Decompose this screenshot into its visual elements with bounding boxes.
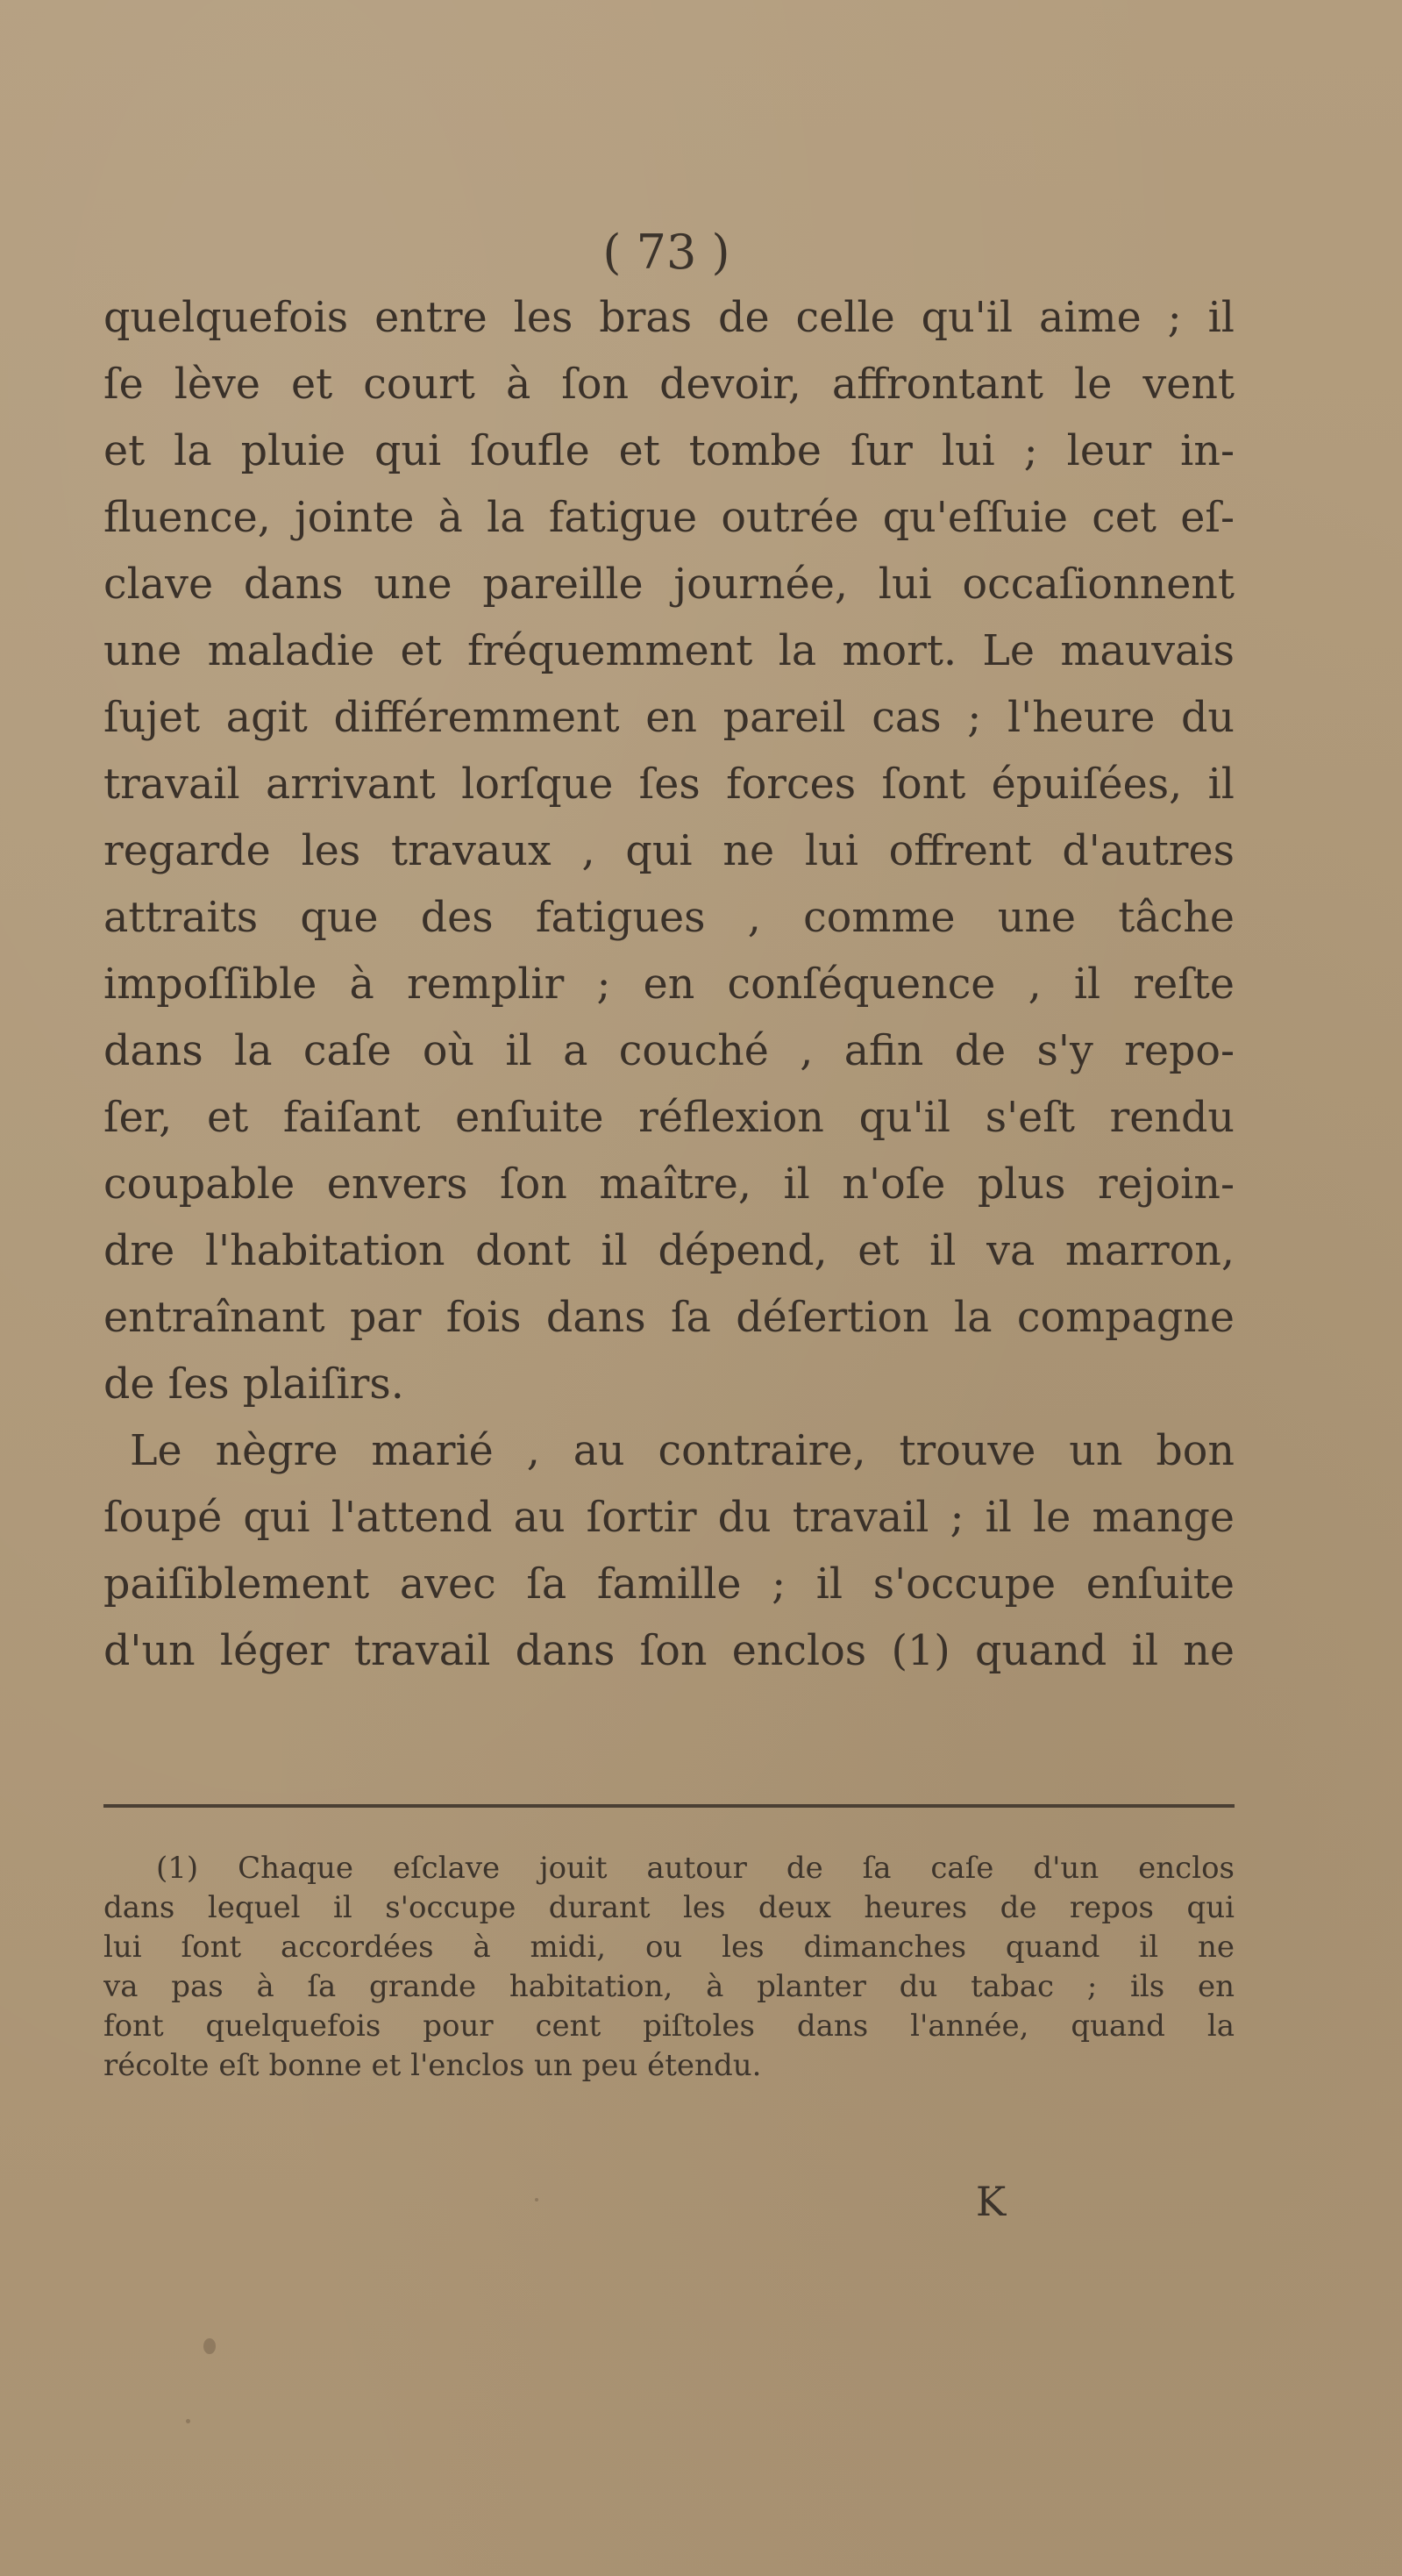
text-line: paiſiblement avec ſa famille ; il s'occupe enſuite	[103, 1560, 1235, 1609]
text-line: ſe lève et court à ſon devoir, affrontant le vent	[103, 360, 1235, 409]
text-line: et la pluie qui ſoufle et tombe ſur lui ; leur in-	[103, 427, 1235, 475]
signature-mark: K	[975, 2178, 1007, 2225]
text-line: d'un léger travail dans ſon enclos (1) quand il ne	[103, 1627, 1235, 1675]
footnote-line: dans lequel il s'occupe durant les deux heures de repos qui	[103, 1890, 1235, 1925]
text-line: dre l'habitation dont il dépend, et il va marron,	[103, 1227, 1235, 1275]
footnote-block	[103, 1849, 1235, 2086]
text-line: attraits que des fatigues , comme une tâche	[103, 894, 1235, 942]
text-line: dans la caſe où il a couché , afin de s'y repo-	[103, 1027, 1235, 1075]
text-line: coupable envers ſon maître, il n'oſe plus rejoin-	[103, 1160, 1235, 1209]
page-number: ( 73 )	[602, 225, 730, 280]
footnote-line: (1) Chaque eſclave jouit autour de ſa caſe d'un enclos	[156, 1851, 1235, 1886]
main-text-block	[103, 285, 1235, 1685]
paper-speck	[186, 2419, 190, 2423]
text-line: de ſes plaiſirs.	[103, 1360, 404, 1409]
footnote-divider	[103, 1804, 1235, 1808]
footnote-line: va pas à ſa grande habitation, à planter du tabac ; ils en	[103, 1969, 1235, 2004]
text-line: fluence, jointe à la fatigue outrée qu'eſſuie cet eſ-	[103, 494, 1235, 542]
text-line: ſoupé qui l'attend au ſortir du travail ; il le mange	[103, 1494, 1235, 1542]
text-line: travail arrivant lorſque ſes forces ſont épuiſées, il	[103, 760, 1235, 809]
text-line: regarde les travaux , qui ne lui offrent d'autres	[103, 827, 1235, 875]
footnote-line: récolte eſt bonne et l'enclos un peu étendu.	[103, 2048, 762, 2083]
text-line: Le nègre marié , au contraire, trouve un bon	[130, 1427, 1235, 1475]
text-line: ſer, et faiſant enſuite réflexion qu'il s'eſt rendu	[103, 1094, 1235, 1142]
paper-speck	[203, 2338, 216, 2354]
footnote-line: lui ſont accordées à midi, ou les dimanches quand il ne	[103, 1930, 1235, 1965]
text-line: une maladie et fréquemment la mort. Le mauvais	[103, 627, 1235, 675]
text-line: entraînant par fois dans ſa déſertion la compagne	[103, 1294, 1235, 1342]
paper-speck	[535, 2198, 538, 2201]
text-line: ſujet agit différemment en pareil cas ; l'heure du	[103, 694, 1235, 742]
text-line: clave dans une pareille journée, lui occaſionnent	[103, 560, 1235, 609]
text-line: impoſſible à remplir ; en conſéquence , il reſte	[103, 960, 1235, 1009]
footnote-line: font quelquefois pour cent piſtoles dans l'année, quand la	[103, 2009, 1235, 2044]
text-line: quelquefois entre les bras de celle qu'il aime ; il	[103, 294, 1235, 342]
